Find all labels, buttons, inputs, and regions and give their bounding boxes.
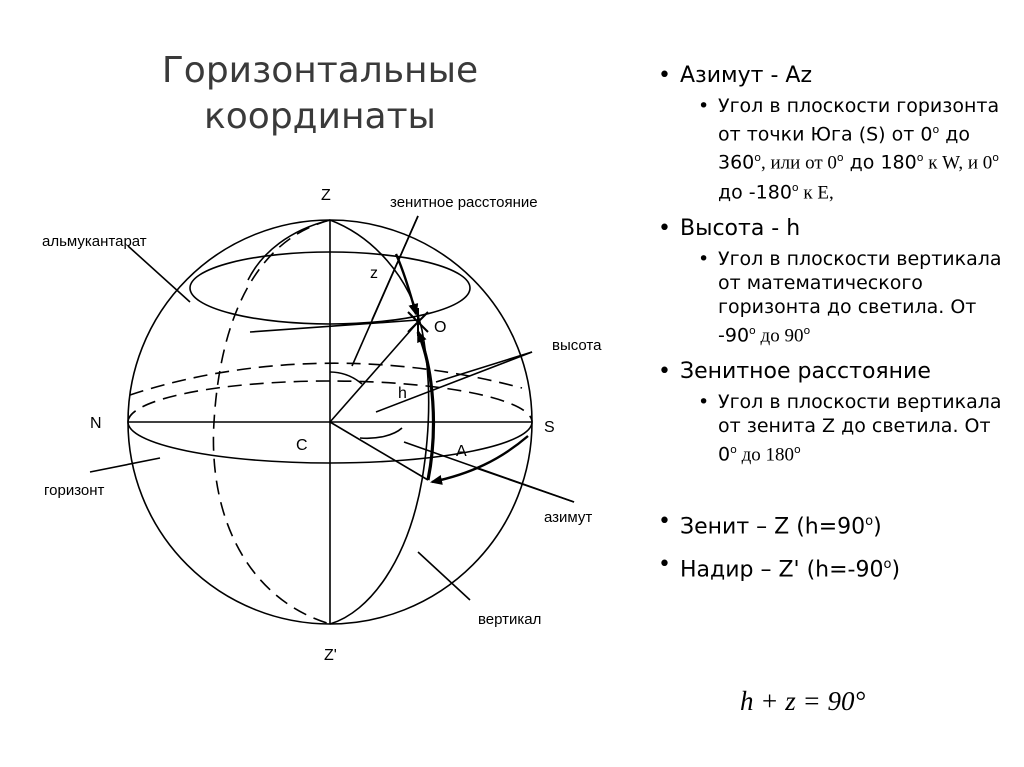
label-north: N	[90, 415, 102, 432]
definitions-list	[654, 62, 1014, 584]
callout-label-almucantar: альмукантарат	[42, 233, 147, 250]
nadir-item: • Надир – Z' $(h=-90^o)$	[654, 551, 1014, 584]
label-object: O	[434, 319, 447, 336]
label-azimuth-symbol: A	[456, 443, 467, 460]
zenith-distance-description: • Угол в плоскости вертикала от зенита Z до светила. От 0$^o$ до 180$^o$	[654, 390, 1014, 467]
radius-to-horizon-point	[330, 422, 428, 480]
zenith-distance-item: • Зенитное расстояние	[654, 358, 1014, 386]
left-meridian-top	[248, 220, 330, 280]
label-altitude-symbol: h	[398, 385, 407, 402]
label-center: C	[296, 437, 308, 454]
callout-label-zenith-distance: зенитное расстояние	[390, 194, 538, 211]
formula: h + z = 90°	[740, 686, 866, 716]
zenith-distance-arrow	[396, 254, 416, 314]
zenith-distance-arc	[330, 372, 362, 384]
zenith-item: • Зенит – Z $(h=90^o)$	[654, 508, 1014, 541]
azimuth-item: • Азимут - Az	[654, 62, 1014, 90]
label-zenith: Z	[321, 187, 331, 204]
azimuth-arc	[360, 428, 402, 438]
azimuth-arrow	[432, 436, 528, 482]
label-zenith-distance-symbol: z	[370, 265, 378, 282]
callout-label-horizon: горизонт	[44, 482, 105, 499]
label-south: S	[544, 419, 555, 436]
altitude-description: • Угол в плоскости вертикала от математического горизонта до светила. От -90$^o$ до 90$^o$	[654, 247, 1014, 348]
callout-label-azimuth: азимут	[544, 509, 593, 526]
object-star-icon	[408, 308, 428, 336]
label-nadir: Z'	[324, 647, 337, 664]
callout-altitude-2	[436, 352, 532, 382]
callout-almucantar	[128, 246, 190, 302]
title-line-1: Горизонтальные	[161, 50, 479, 91]
callout-label-vertical: вертикал	[478, 611, 542, 628]
callout-label-altitude: высота	[552, 337, 602, 354]
callout-horizon	[90, 458, 160, 472]
callout-vertical	[418, 552, 470, 600]
radius-to-object	[330, 322, 418, 422]
azimuth-description: • Угол в плоскости горизонта от точки Юга (S) от 0$^o$ до 360$^o$, или от 0$^o$ до 180$^o$ к W, и 0$^o$ до -180$^o$ к E,	[654, 94, 1014, 205]
callout-altitude-1	[376, 352, 532, 412]
title-line-2: координаты	[204, 96, 436, 137]
altitude-item: • Высота - h	[654, 215, 1014, 243]
